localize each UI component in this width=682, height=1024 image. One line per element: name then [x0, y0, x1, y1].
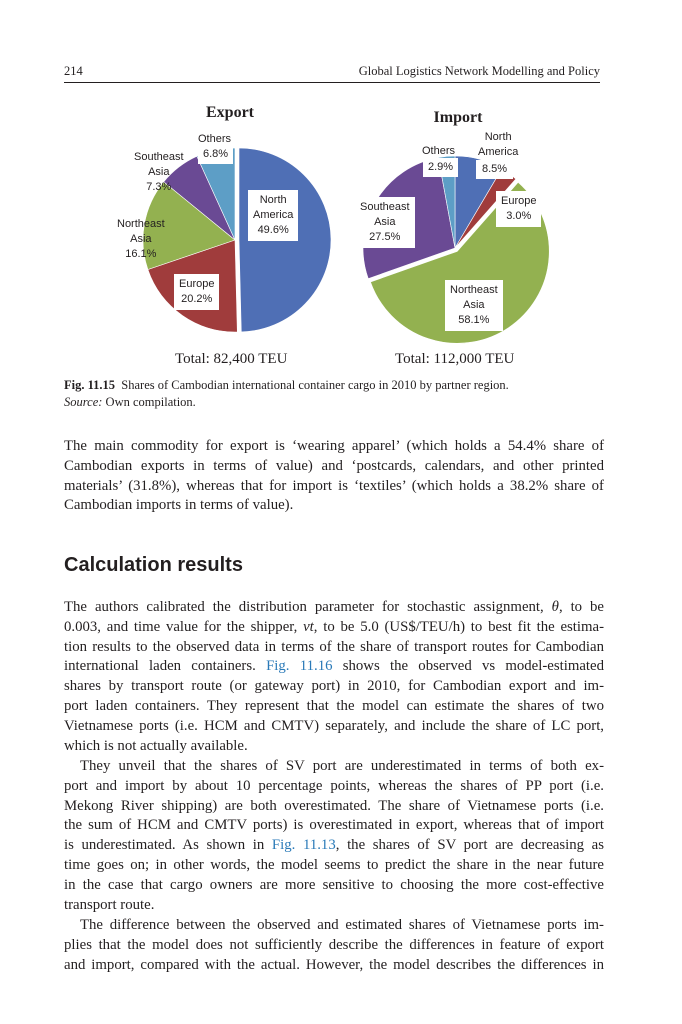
paragraph-commodities: [64, 437, 604, 516]
text-line: port and import by about 10 percentage points, whereas the shares of PP port (i.e.: [64, 777, 604, 794]
import-chart-title: Import: [433, 109, 483, 126]
text-line: The authors calibrated the distribution parameter for stochastic assignment, θ, to be: [64, 599, 604, 615]
figure-link-11-16[interactable]: Fig. 11.16: [266, 658, 333, 675]
import-label-southeast-asia: Southeast Asia 27.5%: [355, 197, 415, 248]
export-label-europe: Europe 20.2%: [174, 274, 219, 310]
text-line: time goes on; in other words, the model seems to predict the share in the near future: [64, 856, 604, 873]
text-line: and import, compared with the actual. However, the model describes the differences in: [64, 956, 604, 973]
text-line: plies that the model does not sufficiently describe the differences in feature of export: [64, 936, 604, 953]
paragraph-sv-port: [64, 757, 604, 915]
running-header: [64, 64, 600, 83]
text-line: the sum of HCM and CMTV ports) is overestimated in export, whereas that of import: [64, 817, 604, 834]
text-line: The difference between the observed and estimated shares of Vietnamese ports im-: [80, 917, 604, 933]
export-label-others: Others: [198, 133, 232, 145]
text-line: materials’ (31.8%), whereas that for import is ‘textiles’ (which holds a 38.2% share of: [64, 477, 604, 494]
export-chart-title: Export: [206, 104, 254, 121]
import-label-northeast-asia: Northeast Asia 58.1%: [445, 280, 503, 331]
text-line: Mekong River shipping) are both overestimated. The share of Vietnamese ports (i.e.: [64, 797, 604, 814]
import-label-others-value: 2.9%: [423, 158, 458, 177]
text-line: is underestimated. As shown in Fig. 11.13, the shares of SV port are decreasing as: [64, 837, 605, 854]
text-line: which is not actually available.: [64, 737, 248, 754]
export-label-north-america: North America 49.6%: [248, 190, 298, 241]
text-line: international laden containers. Fig. 11.16 shows the observed vs model-estimated: [64, 658, 604, 675]
text-line: shares by transport route (or gateway port) in 2010, for Cambodian export and im-: [64, 678, 604, 695]
import-label-others: Others: [422, 145, 456, 157]
text-line: in the case that cargo owners are more sensitive to choosing the more cost-effective: [64, 876, 604, 893]
import-total: Total: 112,000 TEU: [395, 351, 515, 367]
text-line: tion results to the observed data in terms of the share of transport routes for Cambodian: [64, 638, 604, 655]
export-label-northeast-asia: Northeast Asia 16.1%: [117, 218, 165, 260]
paragraph-difference: [64, 916, 604, 975]
source-label: Source:: [64, 395, 103, 409]
text-line: The main commodity for export is ‘wearing apparel’ (which holds a 54.4% share of: [64, 438, 604, 454]
caption-label: Fig. 11.15: [64, 378, 116, 392]
text-line: They unveil that the shares of SV port are underestimated in terms of both ex-: [80, 758, 604, 774]
page-number: 214: [64, 64, 83, 78]
export-label-others-value: 6.8%: [198, 145, 233, 164]
caption-text: Shares of Cambodian international container cargo in 2010 by partner region.: [121, 378, 509, 392]
text-line: 0.003, and time value for the shipper, vt, to be 5.0 (US$/TEU/h) to best fit the estima-: [64, 618, 604, 635]
running-title: Global Logistics Network Modelling and Policy: [358, 64, 600, 78]
source-text: Own compilation.: [105, 395, 196, 409]
import-label-north-america-value: 8.5%: [476, 160, 513, 179]
export-label-southeast-asia: Southeast Asia 7.3%: [134, 151, 184, 193]
text-line: Cambodian exports in terms of value) and ‘postcards, calendars, and other printed: [64, 457, 604, 474]
figure-link-11-13[interactable]: Fig. 11.13: [271, 837, 336, 854]
text-line: transport route.: [64, 896, 155, 913]
text-line: Cambodian imports in terms of value).: [64, 497, 294, 514]
text-line: port laden containers. They represent that the model can estimate the shares of two: [64, 697, 604, 714]
export-total: Total: 82,400 TEU: [175, 351, 288, 367]
section-heading: Calculation results: [64, 554, 243, 576]
figure-caption: [64, 377, 604, 411]
import-label-europe: Europe 3.0%: [496, 191, 541, 227]
import-label-north-america: North America: [478, 131, 519, 158]
text-line: Vietnamese ports (i.e. HCM and CMTV) separately, and include the share of LC port,: [64, 717, 604, 734]
paragraph-calibration: [64, 598, 604, 756]
